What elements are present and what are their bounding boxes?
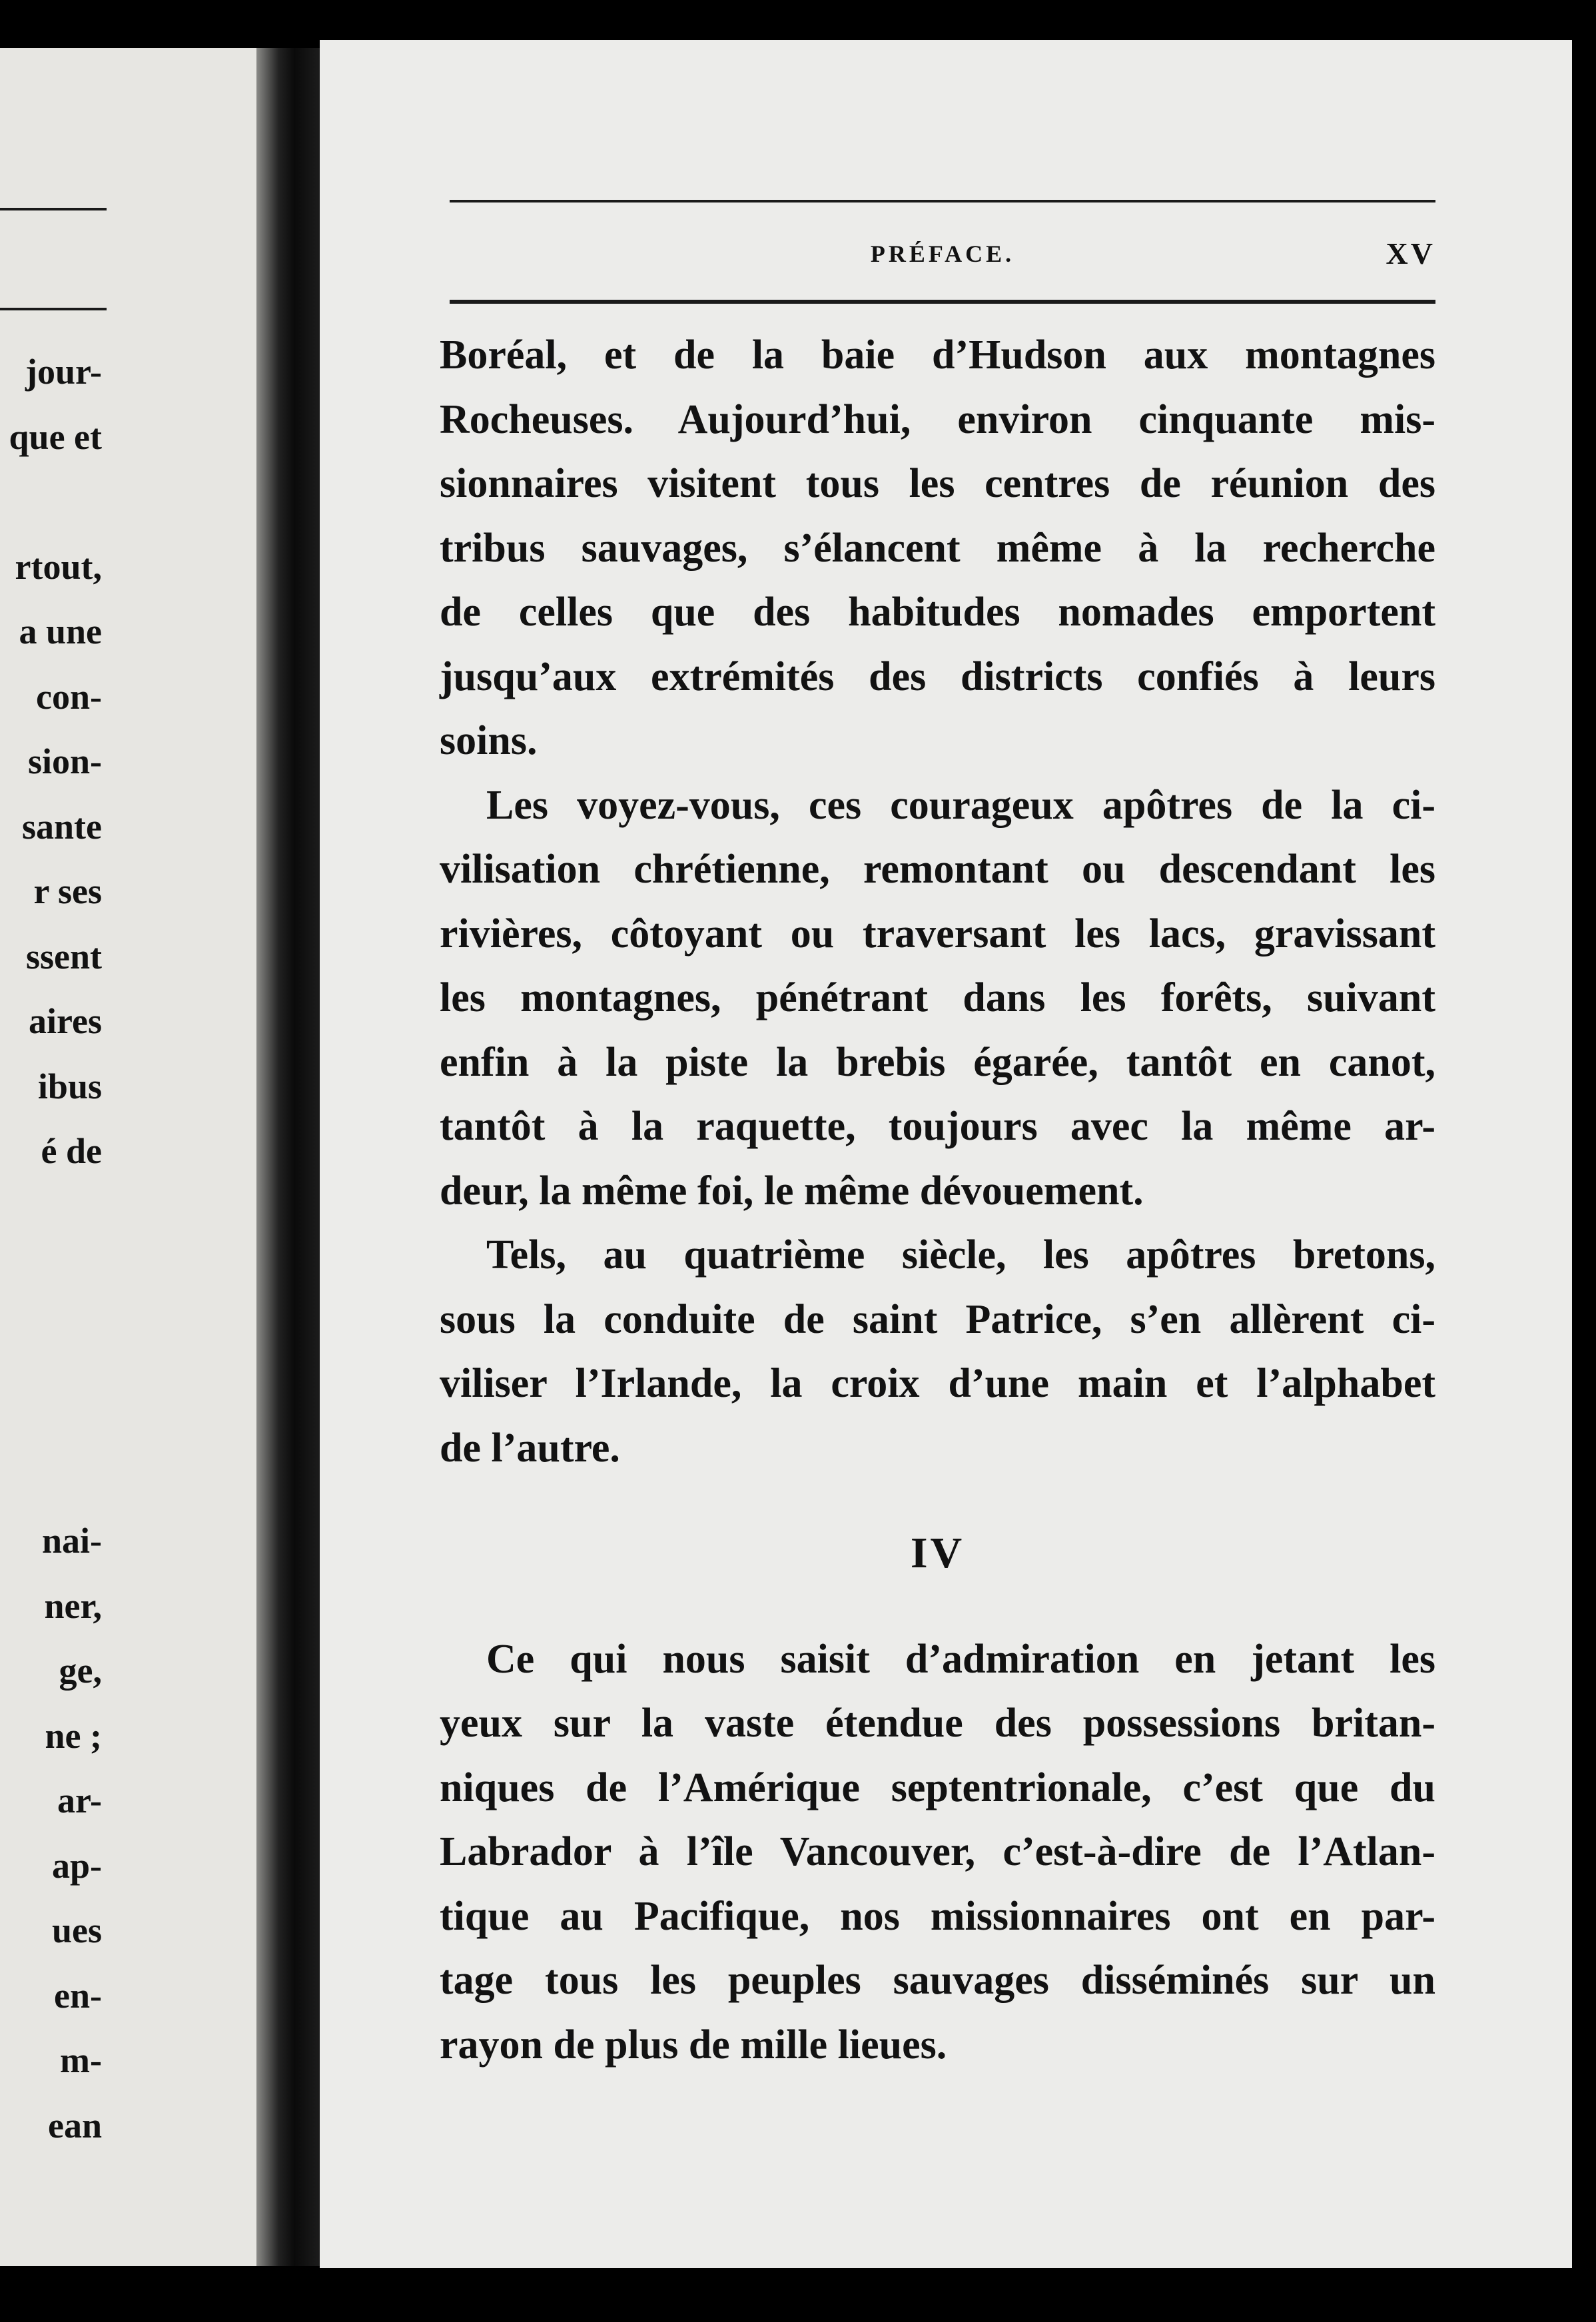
header-rule-top <box>450 200 1435 202</box>
text-line: enfin à la piste la brebis égarée, tantôt en canot, <box>440 1039 1435 1085</box>
text-line: niques de l’Amérique septentrionale, c’est que du <box>440 1764 1435 1810</box>
facing-line: a une <box>19 611 102 651</box>
facing-line: ap- <box>51 1845 102 1886</box>
facing-line: en- <box>54 1975 102 2016</box>
paragraph-3 <box>440 1223 1435 1480</box>
body-text <box>440 323 1435 2077</box>
facing-line <box>9 1444 102 1509</box>
paragraph-1 <box>440 323 1435 773</box>
text-line: soins. <box>440 718 538 763</box>
facing-line: nai- <box>41 1521 102 1561</box>
text-line: tique au Pacifique, nos missionnaires ont en par- <box>440 1893 1435 1939</box>
text-line: sous la conduite de saint Patrice, s’en allèrent ci- <box>440 1296 1435 1342</box>
facing-line: ibus <box>37 1066 102 1106</box>
text-line: tribus sauvages, s’élancent même à la recherche <box>440 525 1435 571</box>
text-line: Labrador à l’île Vancouver, c’est-à-dire de l’Atlan- <box>440 1829 1435 1874</box>
section-heading: IV <box>910 1529 965 1577</box>
facing-page-fragment <box>0 48 256 2266</box>
text-line: vilisation chrétienne, remontant ou descendant les <box>440 847 1435 892</box>
paragraph-2 <box>440 773 1435 1224</box>
text-line: rivières, côtoyant ou traversant les lacs, gravissant <box>440 911 1435 957</box>
text-line: Rocheuses. Aujourd’hui, environ cinquante mis- <box>440 396 1435 442</box>
page-number: XV <box>1386 236 1435 270</box>
facing-line: ner, <box>44 1585 102 1626</box>
text-line: tantôt à la raquette, toujours avec la même ar- <box>440 1104 1435 1149</box>
header-rule-bottom <box>450 300 1435 304</box>
facing-line <box>9 1379 102 1444</box>
facing-line: sion- <box>27 741 102 781</box>
book-page <box>320 40 1572 2268</box>
facing-line: ar- <box>57 1780 102 1820</box>
paragraph-4 <box>440 1627 1435 2078</box>
facing-line: rtout, <box>15 546 102 587</box>
facing-line: aires <box>29 1001 102 1041</box>
facing-page-lines <box>9 340 102 2158</box>
text-line: viliser l’Irlande, la croix d’une main et l’alphabet <box>440 1361 1435 1406</box>
facing-line <box>9 1249 102 1314</box>
text-line: Les voyez-vous, ces courageux apôtres de la ci- <box>486 782 1435 828</box>
facing-line: r ses <box>33 871 102 911</box>
text-line: Tels, au quatrième siècle, les apôtres bretons, <box>486 1232 1435 1278</box>
facing-line <box>9 470 102 535</box>
text-line: les montagnes, pénétrant dans les forêts, suivant <box>440 975 1435 1020</box>
text-line: de celles que des habitudes nomades emportent <box>440 589 1435 635</box>
facing-line: ean <box>48 2105 102 2145</box>
text-line: yeux sur la vaste étendue des possessions britan- <box>440 1701 1435 1746</box>
facing-page-rule-top <box>0 208 107 210</box>
text-line: rayon de plus de mille lieues. <box>440 2022 947 2068</box>
facing-line: ge, <box>59 1651 102 1691</box>
facing-line: jour- <box>25 352 102 392</box>
book-gutter-shadow <box>256 48 320 2266</box>
text-line: jusqu’aux extrémités des districts confiés à leurs <box>440 653 1435 699</box>
facing-line: ssent <box>25 936 102 976</box>
running-head <box>450 236 1435 280</box>
facing-line: ne ; <box>45 1715 102 1756</box>
facing-line: que et <box>9 416 102 457</box>
text-line: de l’autre. <box>440 1425 620 1471</box>
facing-line: con- <box>36 676 102 717</box>
facing-line: sante <box>22 806 102 847</box>
facing-line: é de <box>41 1131 102 1171</box>
text-line: Ce qui nous saisit d’admiration en jetant les <box>486 1636 1435 1682</box>
facing-line <box>9 1314 102 1379</box>
facing-line: ues <box>51 1910 102 1950</box>
text-line: tage tous les peuples sauvages disséminés sur un <box>440 1958 1435 2003</box>
facing-line <box>9 1184 102 1250</box>
facing-page-rule-bottom <box>0 308 107 310</box>
text-line: sionnaires visitent tous les centres de réunion des <box>440 461 1435 506</box>
text-line: deur, la même foi, le même dévouement. <box>440 1168 1144 1214</box>
text-line: Boréal, et de la baie d’Hudson aux montagnes <box>440 332 1435 378</box>
running-head-title: PRÉFACE. <box>870 240 1015 267</box>
facing-line: m- <box>60 2040 102 2080</box>
